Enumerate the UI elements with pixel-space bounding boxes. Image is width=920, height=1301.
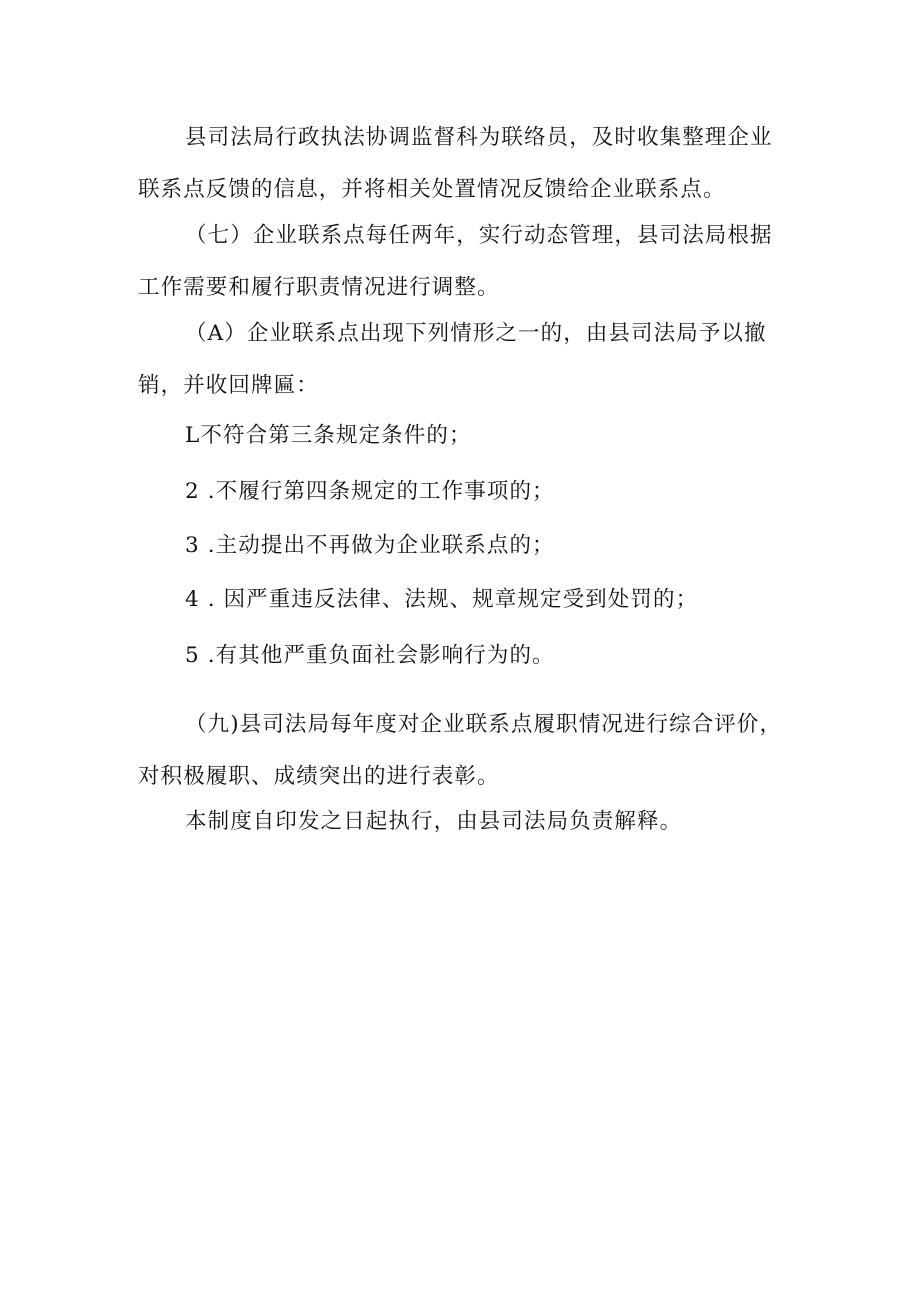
list-item-5 (138, 630, 798, 682)
text-line: L不符合第三条规定条件的； (185, 423, 472, 448)
list-item-1 (138, 410, 798, 462)
paragraph-clause-9 (138, 699, 798, 803)
list-item-3 (138, 520, 798, 572)
text-line: 2 .不履行第四条规定的工作事项的； (185, 479, 555, 504)
text-line: 工作需要和履行职责情况进行调整。 (138, 275, 500, 300)
text-line: 3 .主动提出不再做为企业联系点的； (185, 533, 555, 558)
paragraph-liaison (138, 112, 798, 216)
text-line: （A）企业联系点出现下列情形之一的，由县司法局予以撤 (185, 321, 767, 346)
text-line: （九)县司法局每年度对企业联系点履职情况进行综合评价， (185, 712, 783, 737)
paragraph-final (138, 796, 798, 848)
text-line: 县司法局行政执法协调监督科为联络员，及时收集整理企业 (185, 125, 773, 150)
paragraph-clause-7 (138, 210, 798, 314)
text-line: （七）企业联系点每任两年，实行动态管理，县司法局根据 (185, 223, 773, 248)
text-line: 对积极履职、成绩突出的进行表彰。 (138, 764, 500, 789)
text-line: 5 .有其他严重负面社会影响行为的。 (185, 643, 555, 668)
text-line: 销，并收回牌匾： (138, 373, 319, 398)
list-item-4 (138, 574, 798, 626)
text-line: 本制度自印发之日起执行，由县司法局负责解释。 (185, 809, 683, 834)
paragraph-clause-8 (138, 308, 798, 412)
text-line: 4 . 因严重违反法律、法规、规章规定受到处罚的； (185, 587, 699, 612)
list-item-2 (138, 466, 798, 518)
text-line: 联系点反馈的信息，并将相关处置情况反馈给企业联系点。 (138, 177, 726, 202)
